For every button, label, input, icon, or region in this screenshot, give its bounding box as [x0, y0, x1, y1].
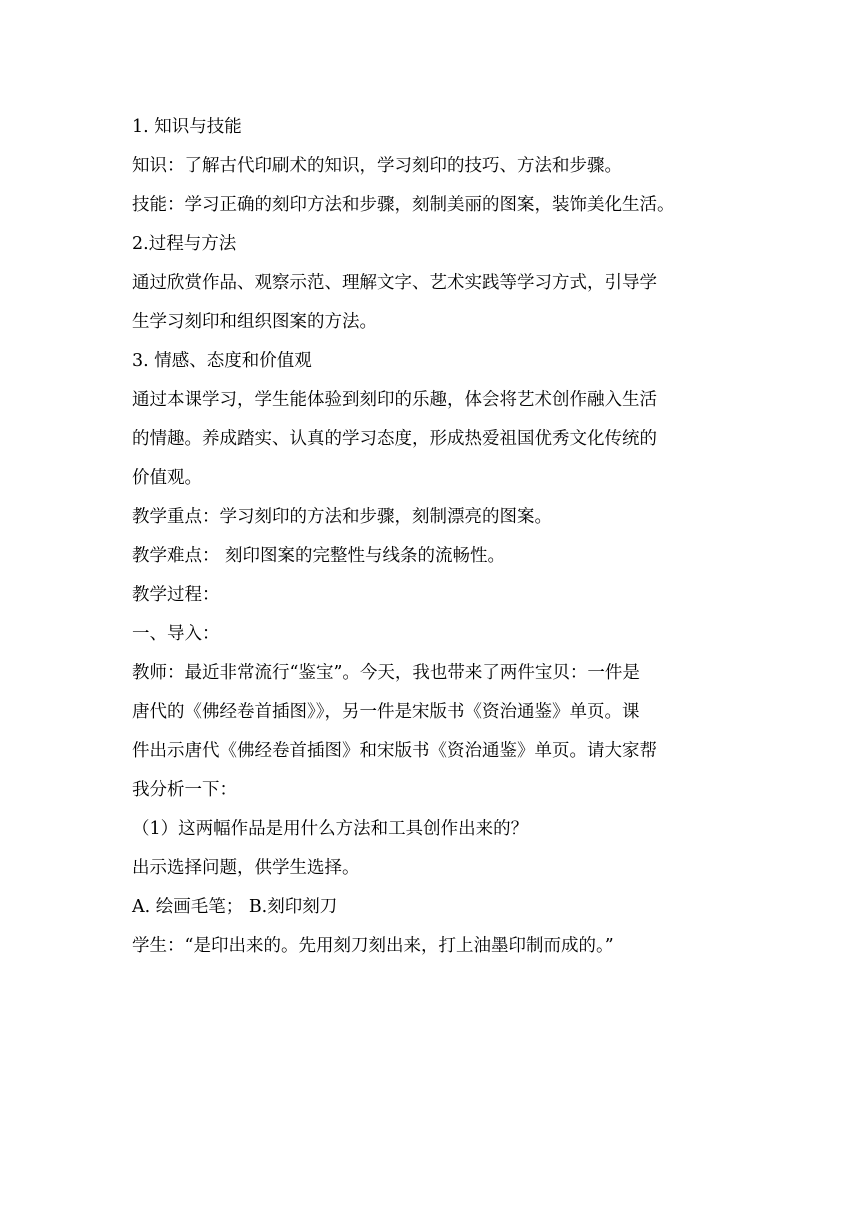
knowledge-paragraph: 知识：了解古代印刷术的知识，学习刻印的技巧、方法和步骤。 — [132, 156, 622, 176]
process-paragraph-line-2: 生学习刻印和组织图案的方法。 — [132, 312, 377, 332]
emotion-paragraph-line-3: 价值观。 — [132, 468, 202, 488]
teaching-difficulty: 教学难点： 刻印图案的完整性与线条的流畅性。 — [132, 546, 506, 566]
emotion-paragraph-line-2: 的情趣。养成踏实、认真的学习态度，形成热爱祖国优秀文化传统的 — [132, 429, 657, 449]
teacher-paragraph-line-1: 教师：最近非常流行“鉴宝”。今天，我也带来了两件宝贝：一件是 — [132, 663, 640, 683]
document-body — [132, 108, 732, 966]
heading-knowledge-skills: 1. 知识与技能 — [132, 117, 242, 137]
heading-introduction: 一、导入： — [132, 624, 220, 644]
question-1: （1）这两幅作品是用什么方法和工具创作出来的？ — [132, 819, 529, 839]
heading-teaching-process: 教学过程： — [132, 585, 220, 605]
teacher-paragraph-line-3: 件出示唐代《佛经卷首插图》和宋版书《资治通鉴》单页。请大家帮 — [132, 741, 657, 761]
heading-emotion-values: 3. 情感、态度和价值观 — [132, 351, 312, 371]
student-answer: 学生：“是印出来的。先用刻刀刻出来，打上油墨印制而成的。” — [132, 936, 614, 956]
teacher-paragraph-line-4: 我分析一下： — [132, 780, 237, 800]
emotion-paragraph-line-1: 通过本课学习，学生能体验到刻印的乐趣，体会将艺术创作融入生活 — [132, 390, 657, 410]
teacher-paragraph-line-2: 唐代的《佛经卷首插图》》，另一件是宋版书《资治通鉴》单页。课 — [132, 702, 640, 722]
process-paragraph-line-1: 通过欣赏作品、观察示范、理解文字、艺术实践等学习方式，引导学 — [132, 273, 657, 293]
choice-prompt: 出示选择问题，供学生选择。 — [132, 858, 360, 878]
choice-options: A. 绘画毛笔； B.刻印刻刀 — [132, 897, 338, 917]
skills-paragraph: 技能：学习正确的刻印方法和步骤，刻制美丽的图案，装饰美化生活。 — [132, 195, 675, 215]
teaching-focus: 教学重点：学习刻印的方法和步骤，刻制漂亮的图案。 — [132, 507, 552, 527]
heading-process-methods: 2.过程与方法 — [132, 234, 237, 254]
